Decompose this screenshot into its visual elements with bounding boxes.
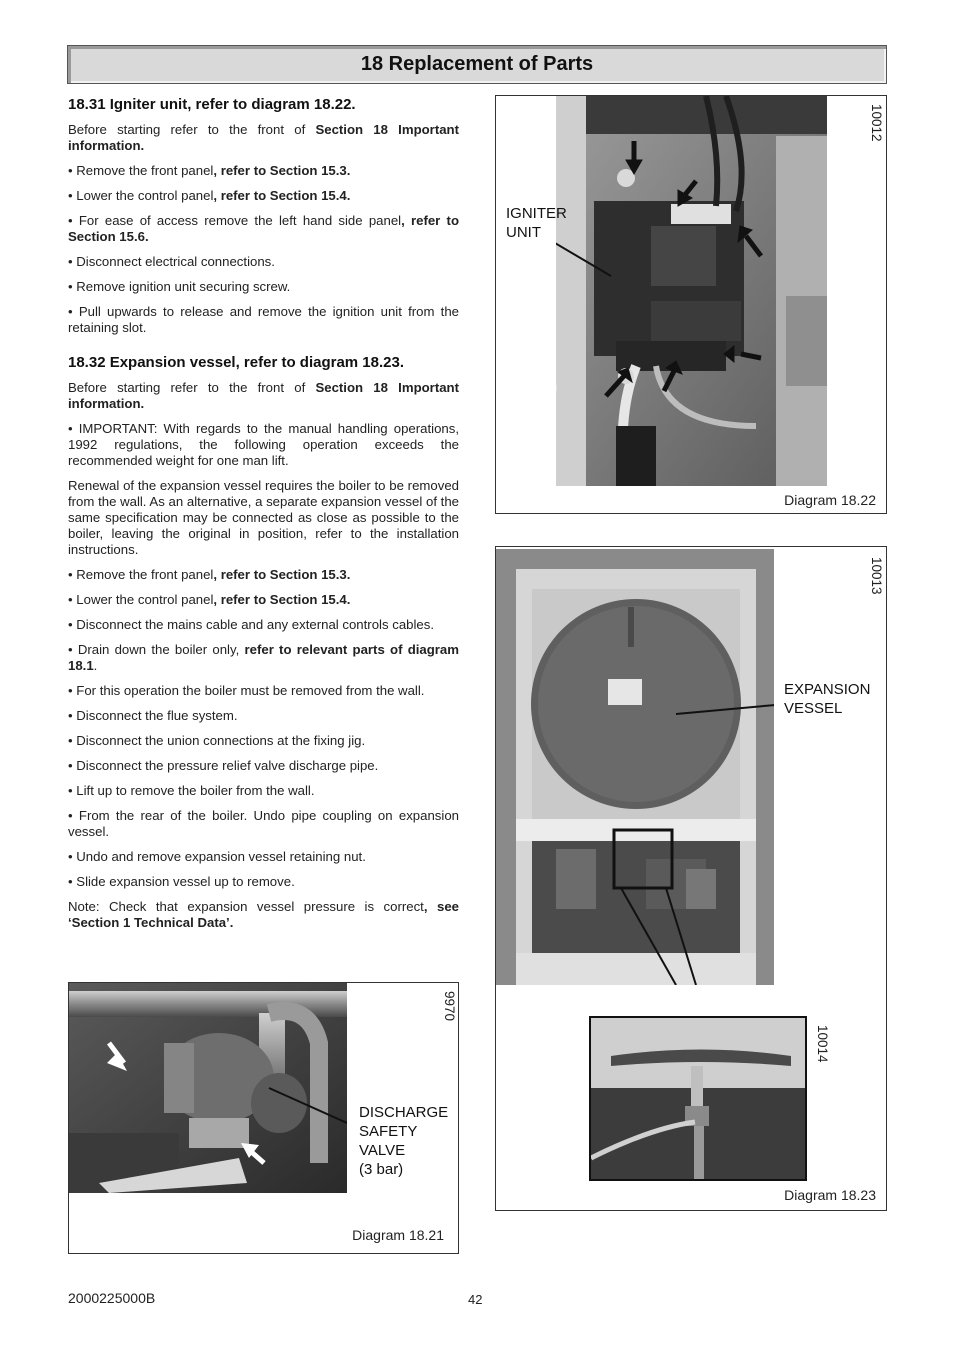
paragraph: • Undo and remove expansion vessel retaining nut. (68, 849, 366, 864)
diagram-caption: Diagram 18.23 (784, 1187, 876, 1203)
igniter-unit-label: IGNITER UNIT (506, 205, 567, 241)
paragraph: • For ease of access remove the left hand side panel, refer to Section 15.6. (68, 213, 459, 244)
paragraph: • Lift up to remove the boiler from the wall. (68, 783, 315, 798)
discharge-valve-photo (69, 983, 347, 1193)
paragraph: • Disconnect electrical connections. (68, 254, 275, 269)
diagram-caption: Diagram 18.21 (352, 1227, 444, 1243)
paragraph: • Pull upwards to release and remove the ignition unit from the retaining slot. (68, 304, 459, 335)
diagram-ref-number: 9970 (442, 991, 457, 1022)
page-title: 18 Replacement of Parts (360, 53, 594, 75)
section-body (68, 122, 459, 336)
paragraph: • For this operation the boiler must be removed from the wall. (68, 683, 425, 698)
igniter-unit-photo (556, 96, 827, 486)
paragraph: • From the rear of the boiler. Undo pipe coupling on expansion vessel. (68, 808, 459, 839)
paragraph: Note: Check that expansion vessel pressure is correct, see ‘Section 1 Technical Data’. (68, 899, 459, 930)
diagram-18-23 (495, 546, 887, 1211)
paragraph: • Disconnect the pressure relief valve discharge pipe. (68, 758, 379, 773)
diagram-18-21 (68, 982, 459, 1254)
section-18-31 (68, 95, 459, 345)
paragraph: • Disconnect the flue system. (68, 708, 238, 723)
section-heading: 18.32 Expansion vessel, refer to diagram 18.23. (68, 354, 405, 371)
diagram-18-22 (495, 95, 887, 514)
paragraph: • IMPORTANT: With regards to the manual handling operations, 1992 regulations, the following operation exceeds the recommended weight for one man lift. (68, 421, 459, 468)
discharge-valve-label: DISCHARGE SAFETY VALVE (3 bar) (359, 1104, 449, 1178)
page-number: 42 (468, 1292, 483, 1307)
section-heading: 18.31 Igniter unit, refer to diagram 18.22. (68, 96, 356, 113)
paragraph: • Slide expansion vessel up to remove. (68, 874, 295, 889)
paragraph: Before starting refer to the front of Section 18 Important information. (68, 122, 459, 153)
document-number: 2000225000B (68, 1290, 156, 1306)
expansion-vessel-inset-photo (589, 1016, 807, 1181)
diagram-ref-number-main: 10013 (869, 557, 884, 595)
paragraph: • Remove the front panel, refer to Section 15.3. (68, 163, 351, 178)
paragraph: Before starting refer to the front of Section 18 Important information. (68, 380, 459, 411)
paragraph: • Lower the control panel, refer to Section 15.4. (68, 188, 351, 203)
paragraph: • Disconnect the mains cable and any external controls cables. (68, 617, 435, 632)
page-title-bar (67, 45, 887, 84)
section-18-32 (68, 353, 459, 940)
paragraph: • Remove the front panel, refer to Section 15.3. (68, 567, 351, 582)
diagram-ref-number: 10012 (869, 104, 884, 142)
paragraph: • Remove ignition unit securing screw. (68, 279, 291, 294)
expansion-vessel-label: EXPANSION VESSEL (784, 681, 871, 717)
expansion-vessel-photo (496, 549, 774, 985)
paragraph: Renewal of the expansion vessel requires the boiler to be removed from the wall. As an alternative, a separate expansion vessel of the same specification may be connected as close as possible to the boiler, leaving the original in position, refer to the installation instructions. (68, 478, 459, 557)
paragraph: • Lower the control panel, refer to Section 15.4. (68, 592, 351, 607)
section-body (68, 380, 459, 931)
paragraph: • Disconnect the union connections at the fixing jig. (68, 733, 366, 748)
paragraph: • Drain down the boiler only, refer to relevant parts of diagram 18.1. (68, 642, 459, 673)
diagram-caption: Diagram 18.22 (784, 492, 876, 508)
diagram-ref-number-inset: 10014 (815, 1025, 830, 1063)
